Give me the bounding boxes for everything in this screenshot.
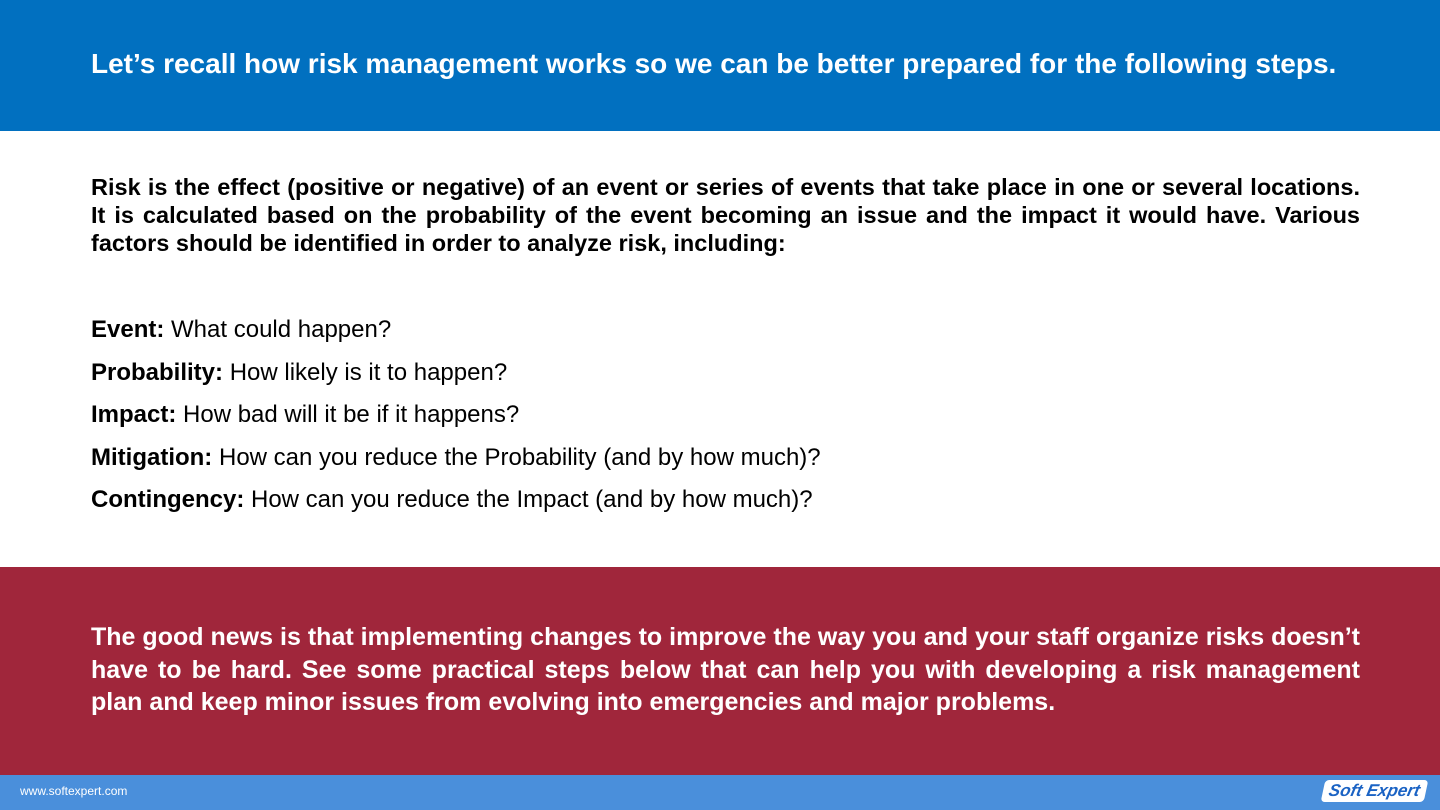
risk-factor-list — [91, 309, 821, 522]
factor-item-mitigation — [91, 437, 821, 480]
header-title: Let’s recall how risk management works so we can be better prepared for the following steps. — [91, 48, 1337, 79]
factor-item-event — [91, 309, 821, 352]
factor-item-contingency — [91, 479, 821, 522]
factor-term: Event: — [91, 316, 165, 343]
factor-question: How can you reduce the Impact (and by how much)? — [251, 486, 813, 513]
footer-url-link[interactable]: www.softexpert.com — [20, 784, 128, 798]
factor-question: What could happen? — [171, 316, 392, 343]
good-news-paragraph: The good news is that implementing changes to improve the way you and your staff organize risks doesn’t have to be hard. See some practical steps below that can help you with developing a risk management plan and keep minor issues from evolving into emergencies and major problems. — [91, 623, 1360, 716]
factor-question: How can you reduce the Probability (and by how much)? — [218, 443, 821, 471]
factor-question: How bad will it be if it happens? — [183, 401, 520, 428]
factor-term: Mitigation: — [91, 443, 213, 471]
factor-item-impact — [91, 394, 821, 437]
logo-text-expert: Expert — [1364, 781, 1422, 800]
footer-band — [0, 775, 1440, 810]
factor-question: How likely is it to happen? — [229, 358, 508, 386]
softexpert-logo — [1321, 780, 1428, 802]
factor-term: Probability: — [91, 358, 224, 386]
factor-term: Contingency: — [91, 486, 245, 513]
factor-item-probability — [91, 352, 821, 395]
factor-term: Impact: — [91, 401, 177, 428]
intro-paragraph: Risk is the effect (positive or negative) of an event or series of events that take place in one or several locations. It is calculated based on the probability of the event becoming an issue and the impact it would have. Various factors should be identified in order to analyze risk, including: — [91, 174, 1360, 256]
logo-text-soft: Soft — [1327, 781, 1365, 800]
